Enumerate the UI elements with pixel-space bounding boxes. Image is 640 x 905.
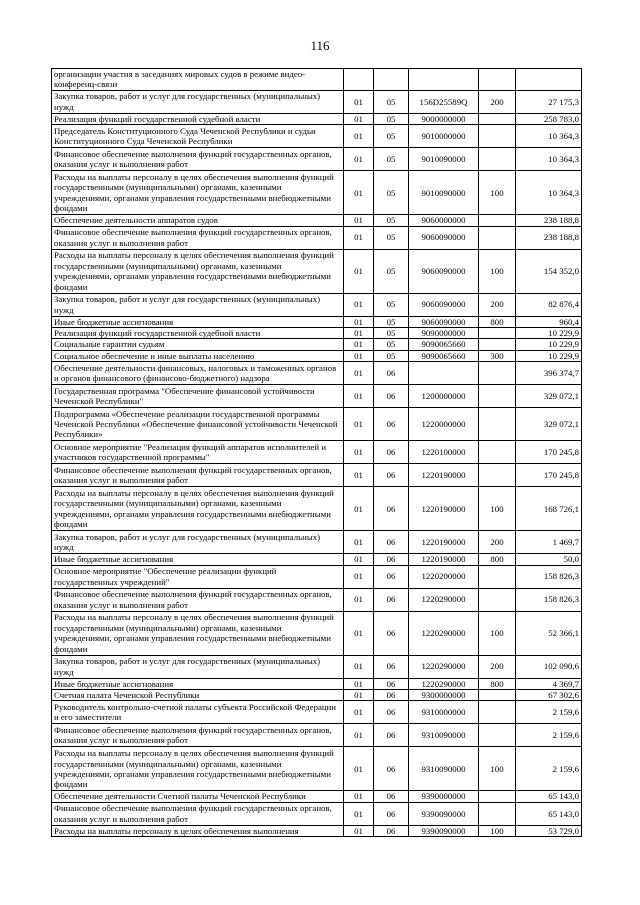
row-name: Расходы на выплаты персоналу в целях обеспечения выполнения функций государственными (муниципальными) органами, казенными учреждениями, органами управления государственными внебюджетными фондами xyxy=(52,487,344,531)
row-target-article-code: 1220190000 xyxy=(409,531,479,554)
row-expense-type-code: 100 xyxy=(479,249,516,293)
row-target-article-code: 1220290000 xyxy=(409,611,479,655)
row-amount xyxy=(516,69,582,91)
row-target-article-code: 9060090000 xyxy=(409,249,479,293)
table-row xyxy=(52,148,582,171)
row-section-code: 01 xyxy=(344,825,374,836)
row-expense-type-code: 200 xyxy=(479,90,516,113)
row-subsection-code: 06 xyxy=(374,531,409,554)
row-name: Обеспечение деятельности финансовых, налоговых и таможенных органов и органов финансового (финансово-бюджетного) надзора xyxy=(52,362,344,385)
row-name: Расходы на выплаты персоналу в целях обеспечения выполнения функций государственными (муниципальными) органами, казенными учреждениями, органами управления государственными внебюджетными фондами xyxy=(52,171,344,215)
row-subsection-code: 06 xyxy=(374,441,409,464)
row-target-article-code: 1220290000 xyxy=(409,588,479,611)
budget-table xyxy=(51,68,582,837)
row-section-code: 01 xyxy=(344,90,374,113)
row-target-article-code: 9390090000 xyxy=(409,825,479,836)
row-target-article-code: 9060090000 xyxy=(409,293,479,316)
row-expense-type-code xyxy=(479,701,516,724)
row-section-code: 01 xyxy=(344,531,374,554)
row-subsection-code: 06 xyxy=(374,655,409,678)
row-section-code: 01 xyxy=(344,316,374,327)
row-section-code: 01 xyxy=(344,249,374,293)
row-expense-type-code: 200 xyxy=(479,531,516,554)
row-target-article-code: 9010090000 xyxy=(409,148,479,171)
row-name: Государственная программа "Обеспечение финансовой устойчивости Чеченской Республики" xyxy=(52,385,344,408)
row-section-code: 01 xyxy=(344,588,374,611)
row-target-article-code: 9300000000 xyxy=(409,690,479,701)
row-amount: 170 245,8 xyxy=(516,441,582,464)
row-name: Расходы на выплаты персоналу в целях обеспечения выполнения функций государственными (муниципальными) органами, казенными учреждениями, органами управления государственными внебюджетными фондами xyxy=(52,611,344,655)
row-expense-type-code xyxy=(479,565,516,588)
row-subsection-code: 06 xyxy=(374,565,409,588)
row-section-code: 01 xyxy=(344,148,374,171)
row-section-code: 01 xyxy=(344,802,374,825)
row-expense-type-code xyxy=(479,339,516,350)
row-section-code: 01 xyxy=(344,747,374,791)
row-section-code: 01 xyxy=(344,362,374,385)
table-row xyxy=(52,113,582,124)
row-name: Иные бюджетные ассигнования xyxy=(52,678,344,689)
row-subsection-code: 06 xyxy=(374,825,409,836)
row-amount: 10 364,3 xyxy=(516,148,582,171)
row-target-article-code: 9390000000 xyxy=(409,791,479,802)
row-name: Подпрограмма «Обеспечение реализации государственной программы Чеченской Республики «Обеспечение финансовой устойчивости Чеченской Республики» xyxy=(52,408,344,441)
row-section-code: 01 xyxy=(344,171,374,215)
row-amount: 10 364,3 xyxy=(516,125,582,148)
row-amount: 10 229,9 xyxy=(516,339,582,350)
table-row xyxy=(52,690,582,701)
row-target-article-code: 9060090000 xyxy=(409,316,479,327)
row-target-article-code: 1220200000 xyxy=(409,565,479,588)
row-target-article-code: 9010090000 xyxy=(409,171,479,215)
row-expense-type-code xyxy=(479,791,516,802)
row-section-code: 01 xyxy=(344,385,374,408)
row-name: Иные бюджетные ассигнования xyxy=(52,554,344,565)
row-expense-type-code: 100 xyxy=(479,825,516,836)
table-row xyxy=(52,724,582,747)
row-section-code: 01 xyxy=(344,215,374,226)
row-subsection-code: 06 xyxy=(374,408,409,441)
row-name: Финансовое обеспечение выполнения функций государственных органов, оказания услуг и выполнения работ xyxy=(52,588,344,611)
row-section-code: 01 xyxy=(344,464,374,487)
row-name: Руководитель контрольно-счетной палаты субъекта Российской Федерации и его заместители xyxy=(52,701,344,724)
row-expense-type-code: 800 xyxy=(479,554,516,565)
row-expense-type-code: 200 xyxy=(479,293,516,316)
row-expense-type-code xyxy=(479,802,516,825)
row-subsection-code: 05 xyxy=(374,125,409,148)
row-name: Основное мероприятие "Обеспечение реализации функций государственных учреждений" xyxy=(52,565,344,588)
row-name: Финансовое обеспечение выполнения функций государственных органов, оказания услуг и выполнения работ xyxy=(52,148,344,171)
table-row xyxy=(52,408,582,441)
table-row xyxy=(52,565,582,588)
row-target-article-code: 1220290000 xyxy=(409,678,479,689)
row-expense-type-code: 100 xyxy=(479,171,516,215)
table-row xyxy=(52,678,582,689)
table-row xyxy=(52,69,582,91)
row-expense-type-code: 100 xyxy=(479,747,516,791)
row-section-code: 01 xyxy=(344,487,374,531)
table-row xyxy=(52,802,582,825)
row-amount: 50,0 xyxy=(516,554,582,565)
table-row xyxy=(52,90,582,113)
row-target-article-code: 9010000000 xyxy=(409,125,479,148)
row-subsection-code xyxy=(374,69,409,91)
row-name: Основное мероприятие "Реализация функций аппаратов исполнителей и участников государственной программы" xyxy=(52,441,344,464)
row-section-code: 01 xyxy=(344,293,374,316)
table-row xyxy=(52,328,582,339)
row-subsection-code: 06 xyxy=(374,724,409,747)
row-amount: 329 072,1 xyxy=(516,385,582,408)
row-amount: 65 143,0 xyxy=(516,791,582,802)
table-row xyxy=(52,825,582,836)
table-row xyxy=(52,316,582,327)
table-row xyxy=(52,791,582,802)
row-amount: 65 143,0 xyxy=(516,802,582,825)
row-section-code xyxy=(344,69,374,91)
row-expense-type-code xyxy=(479,69,516,91)
row-subsection-code: 05 xyxy=(374,249,409,293)
table-row xyxy=(52,554,582,565)
row-amount: 53 729,0 xyxy=(516,825,582,836)
table-row xyxy=(52,293,582,316)
row-name: Расходы на выплаты персоналу в целях обеспечения выполнения функций государственными (муниципальными) органами, казенными учреждениями, органами управления государственными внебюджетными фондами xyxy=(52,747,344,791)
table-row xyxy=(52,611,582,655)
row-target-article-code: 1220290000 xyxy=(409,655,479,678)
row-name: Председатель Конституционного Суда Чеченской Республики и судьи Конституционного Суда Чеченской Республики xyxy=(52,125,344,148)
row-amount: 4 369,7 xyxy=(516,678,582,689)
row-target-article-code: 1220190000 xyxy=(409,487,479,531)
row-subsection-code: 06 xyxy=(374,791,409,802)
row-expense-type-code xyxy=(479,215,516,226)
row-amount: 238 188,8 xyxy=(516,215,582,226)
row-amount: 52 366,1 xyxy=(516,611,582,655)
page-number: 116 xyxy=(310,38,330,53)
row-target-article-code: 1220100000 xyxy=(409,441,479,464)
row-section-code: 01 xyxy=(344,125,374,148)
row-section-code: 01 xyxy=(344,701,374,724)
row-subsection-code: 06 xyxy=(374,701,409,724)
row-amount: 27 175,3 xyxy=(516,90,582,113)
row-target-article-code: 9060090000 xyxy=(409,226,479,249)
row-target-article-code: 9090065660 xyxy=(409,339,479,350)
row-subsection-code: 05 xyxy=(374,339,409,350)
row-name: Обеспечение деятельности Счетной палаты Чеченской Республики xyxy=(52,791,344,802)
row-subsection-code: 06 xyxy=(374,487,409,531)
row-target-article-code: 1220190000 xyxy=(409,464,479,487)
row-expense-type-code: 800 xyxy=(479,316,516,327)
row-target-article-code: 9310090000 xyxy=(409,747,479,791)
row-amount: 168 726,1 xyxy=(516,487,582,531)
row-name: Финансовое обеспечение выполнения функций государственных органов, оказания услуг и выполнения работ xyxy=(52,464,344,487)
row-expense-type-code xyxy=(479,125,516,148)
row-name: Финансовое обеспечение выполнения функций государственных органов, оказания услуг и выполнения работ xyxy=(52,226,344,249)
row-name: Социальное обеспечение и иные выплаты населению xyxy=(52,350,344,361)
row-section-code: 01 xyxy=(344,350,374,361)
row-name: Иные бюджетные ассигнования xyxy=(52,316,344,327)
row-name: Финансовое обеспечение выполнения функций государственных органов, оказания услуг и выполнения работ xyxy=(52,724,344,747)
row-subsection-code: 06 xyxy=(374,362,409,385)
row-amount: 170 245,8 xyxy=(516,464,582,487)
table-row xyxy=(52,226,582,249)
row-name: Счетная палата Чеченской Республики xyxy=(52,690,344,701)
row-target-article-code: 156D25589Q xyxy=(409,90,479,113)
row-target-article-code: 1220190000 xyxy=(409,554,479,565)
table-row xyxy=(52,701,582,724)
row-target-article-code: 1220000000 xyxy=(409,408,479,441)
table-row xyxy=(52,171,582,215)
row-name: организации участия в заседаниях мировых судов в режиме видео-конференц-связи xyxy=(52,69,344,91)
row-subsection-code: 05 xyxy=(374,215,409,226)
row-target-article-code: 9090000000 xyxy=(409,328,479,339)
row-name: Реализация функций государственной судебной власти xyxy=(52,328,344,339)
budget-table-body xyxy=(52,69,582,837)
row-amount: 67 302,6 xyxy=(516,690,582,701)
row-amount: 82 876,4 xyxy=(516,293,582,316)
row-section-code: 01 xyxy=(344,678,374,689)
row-expense-type-code xyxy=(479,690,516,701)
row-expense-type-code xyxy=(479,441,516,464)
row-name: Закупка товаров, работ и услуг для государственных (муниципальных) нужд xyxy=(52,531,344,554)
table-row xyxy=(52,350,582,361)
row-expense-type-code xyxy=(479,148,516,171)
table-row xyxy=(52,655,582,678)
row-amount: 10 229,9 xyxy=(516,328,582,339)
row-amount: 10 364,3 xyxy=(516,171,582,215)
row-name: Закупка товаров, работ и услуг для государственных (муниципальных) нужд xyxy=(52,655,344,678)
row-target-article-code: 9060000000 xyxy=(409,215,479,226)
row-expense-type-code: 200 xyxy=(479,655,516,678)
table-row xyxy=(52,487,582,531)
table-row xyxy=(52,249,582,293)
row-name: Закупка товаров, работ и услуг для государственных (муниципальных) нужд xyxy=(52,293,344,316)
row-name: Финансовое обеспечение выполнения функций государственных органов, оказания услуг и выполнения работ xyxy=(52,802,344,825)
table-row xyxy=(52,747,582,791)
row-expense-type-code xyxy=(479,226,516,249)
row-expense-type-code xyxy=(479,408,516,441)
table-row xyxy=(52,362,582,385)
row-target-article-code: 9310000000 xyxy=(409,701,479,724)
row-section-code: 01 xyxy=(344,554,374,565)
row-amount: 258 783,0 xyxy=(516,113,582,124)
row-expense-type-code xyxy=(479,724,516,747)
row-subsection-code: 06 xyxy=(374,385,409,408)
row-amount: 2 159,6 xyxy=(516,701,582,724)
row-subsection-code: 06 xyxy=(374,611,409,655)
row-subsection-code: 05 xyxy=(374,316,409,327)
row-subsection-code: 05 xyxy=(374,226,409,249)
row-amount: 102 090,6 xyxy=(516,655,582,678)
row-amount: 2 159,6 xyxy=(516,724,582,747)
table-row xyxy=(52,464,582,487)
row-section-code: 01 xyxy=(344,565,374,588)
row-subsection-code: 06 xyxy=(374,747,409,791)
row-name: Обеспечение деятельности аппаратов судов xyxy=(52,215,344,226)
row-subsection-code: 05 xyxy=(374,350,409,361)
row-subsection-code: 05 xyxy=(374,148,409,171)
row-section-code: 01 xyxy=(344,408,374,441)
row-subsection-code: 05 xyxy=(374,90,409,113)
table-row xyxy=(52,339,582,350)
row-subsection-code: 05 xyxy=(374,113,409,124)
row-expense-type-code xyxy=(479,588,516,611)
row-section-code: 01 xyxy=(344,441,374,464)
row-expense-type-code xyxy=(479,113,516,124)
row-section-code: 01 xyxy=(344,791,374,802)
row-expense-type-code xyxy=(479,328,516,339)
row-name: Расходы на выплаты персоналу в целях обеспечения выполнения xyxy=(52,825,344,836)
row-section-code: 01 xyxy=(344,328,374,339)
row-target-article-code: 9390090000 xyxy=(409,802,479,825)
row-subsection-code: 06 xyxy=(374,678,409,689)
row-amount: 158 826,3 xyxy=(516,565,582,588)
table-row xyxy=(52,385,582,408)
row-subsection-code: 05 xyxy=(374,293,409,316)
row-expense-type-code: 300 xyxy=(479,350,516,361)
row-section-code: 01 xyxy=(344,655,374,678)
row-section-code: 01 xyxy=(344,226,374,249)
row-expense-type-code: 100 xyxy=(479,487,516,531)
row-amount: 396 374,7 xyxy=(516,362,582,385)
row-subsection-code: 06 xyxy=(374,802,409,825)
row-amount: 1 469,7 xyxy=(516,531,582,554)
row-amount: 158 826,3 xyxy=(516,588,582,611)
table-row xyxy=(52,531,582,554)
row-section-code: 01 xyxy=(344,113,374,124)
row-subsection-code: 05 xyxy=(374,171,409,215)
row-target-article-code: 1200000000 xyxy=(409,385,479,408)
row-subsection-code: 06 xyxy=(374,464,409,487)
row-section-code: 01 xyxy=(344,611,374,655)
row-expense-type-code xyxy=(479,362,516,385)
row-section-code: 01 xyxy=(344,690,374,701)
row-subsection-code: 05 xyxy=(374,328,409,339)
row-expense-type-code: 800 xyxy=(479,678,516,689)
row-amount: 10 229,9 xyxy=(516,350,582,361)
table-row xyxy=(52,125,582,148)
row-name: Социальные гарантии судьям xyxy=(52,339,344,350)
row-name: Закупка товаров, работ и услуг для государственных (муниципальных) нужд xyxy=(52,90,344,113)
row-amount: 238 188,8 xyxy=(516,226,582,249)
row-target-article-code: 9000000000 xyxy=(409,113,479,124)
row-section-code: 01 xyxy=(344,339,374,350)
row-name: Расходы на выплаты персоналу в целях обеспечения выполнения функций государственными (муниципальными) органами, казенными учреждениями, органами управления государственными внебюджетными фондами xyxy=(52,249,344,293)
row-target-article-code xyxy=(409,69,479,91)
row-section-code: 01 xyxy=(344,724,374,747)
row-subsection-code: 06 xyxy=(374,554,409,565)
table-row xyxy=(52,441,582,464)
row-target-article-code: 9090065660 xyxy=(409,350,479,361)
row-expense-type-code: 100 xyxy=(479,611,516,655)
row-name: Реализация функций государственной судебной власти xyxy=(52,113,344,124)
row-expense-type-code xyxy=(479,385,516,408)
table-row xyxy=(52,215,582,226)
row-amount: 2 159,6 xyxy=(516,747,582,791)
row-amount: 154 352,0 xyxy=(516,249,582,293)
row-target-article-code: 9310090000 xyxy=(409,724,479,747)
row-subsection-code: 06 xyxy=(374,588,409,611)
row-expense-type-code xyxy=(479,464,516,487)
row-amount: 329 072,1 xyxy=(516,408,582,441)
table-row xyxy=(52,588,582,611)
row-subsection-code: 06 xyxy=(374,690,409,701)
row-target-article-code xyxy=(409,362,479,385)
row-amount: 960,4 xyxy=(516,316,582,327)
